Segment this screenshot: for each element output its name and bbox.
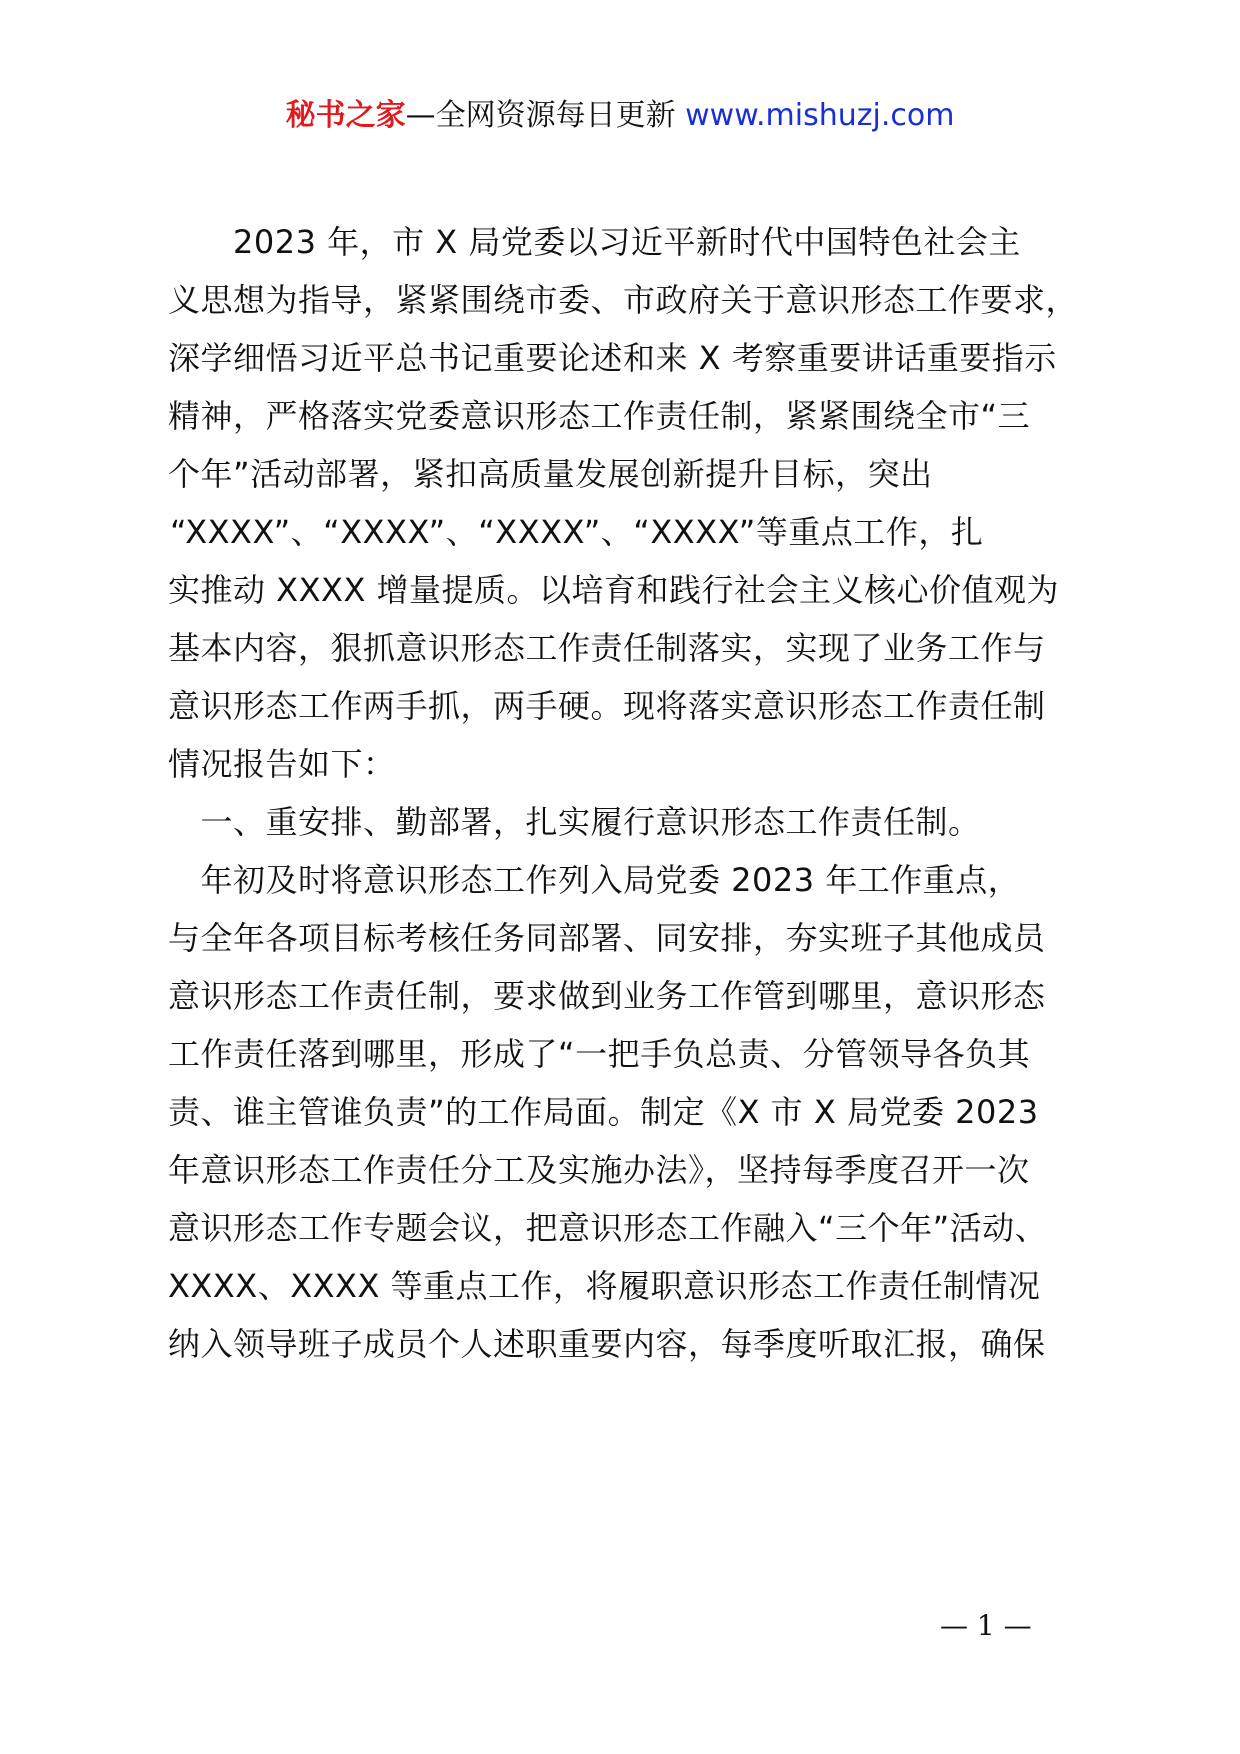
body-line: 2023 年，市 X 局党委以习近平新时代中国特色社会主 — [168, 223, 1021, 261]
body-line: 深学细悟习近平总书记重要论述和来 X 考察重要讲话重要指示 — [168, 339, 1057, 377]
body-line: 义思想为指导，紧紧围绕市委、市政府关于意识形态工作要求， — [168, 281, 1079, 319]
body-line: 情况报告如下： — [168, 745, 396, 783]
body-line: 基本内容，狠抓意识形态工作责任制落实，实现了业务工作与 — [168, 629, 1046, 667]
brand-name: 秘书之家 — [285, 98, 406, 133]
body-line: 与全年各项目标考核任务同部署、同安排，夯实班子其他成员 — [168, 919, 1046, 957]
body-line: 个年”活动部署，紧扣高质量发展创新提升目标，突出 — [168, 455, 933, 493]
body-line: 精神，严格落实党委意识形态工作责任制，紧紧围绕全市“三 — [168, 397, 1031, 435]
body-line: 纳入领导班子成员个人述职重要内容，每季度听取汇报，确保 — [168, 1325, 1046, 1363]
site-url-link[interactable]: www.mishuzj.com — [685, 98, 955, 133]
body-line: 实推动 XXXX 增量提质。以培育和践行社会主义核心价值观为 — [168, 571, 1060, 609]
body-line: 责、谁主管谁负责”的工作局面。制定《X 市 X 局党委 2023 — [168, 1093, 1039, 1131]
body-line: 工作责任落到哪里，形成了“一把手负总责、分管领导各负其 — [168, 1035, 1031, 1073]
body-line: 意识形态工作专题会议，把意识形态工作融入“三个年”活动、 — [168, 1209, 1048, 1247]
body-line: 意识形态工作两手抓，两手硬。现将落实意识形态工作责任制 — [168, 687, 1046, 725]
header-tagline: —全网资源每日更新 — [405, 98, 676, 133]
body-line: 年意识形态工作责任分工及实施办法》，坚持每季度召开一次 — [168, 1151, 1030, 1189]
body-line: 意识形态工作责任制，要求做到业务工作管到哪里，意识形态 — [168, 977, 1046, 1015]
body-line: “XXXX”、“XXXX”、“XXXX”、“XXXX”等重点工作，扎 — [170, 513, 984, 551]
site-header — [0, 96, 1240, 136]
page-number: — 1 — — [940, 1609, 1032, 1642]
body-line: 年初及时将意识形态工作列入局党委 2023 年工作重点， — [168, 861, 1021, 899]
section-heading: 一、重安排、勤部署，扎实履行意识形态工作责任制。 — [168, 803, 981, 841]
body-line: XXXX、XXXX 等重点工作，将履职意识形态工作责任制情况 — [168, 1267, 1041, 1305]
